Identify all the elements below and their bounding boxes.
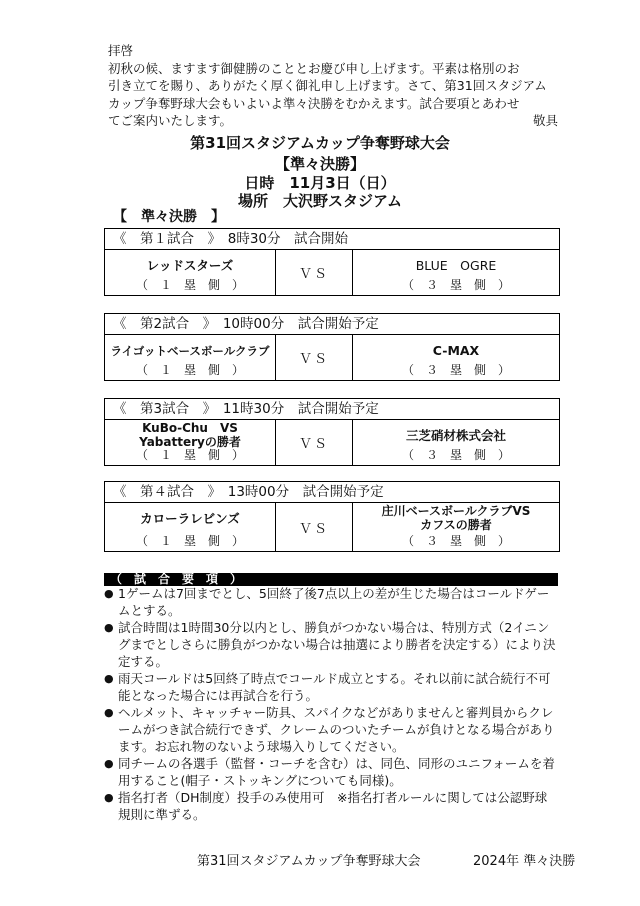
home-team-name: カローラレビンズ [140, 511, 240, 526]
away-team-name-line1: 庄川ベースボールクラブVS [381, 504, 531, 518]
home-team-cell [105, 335, 276, 380]
home-team-cell [105, 420, 276, 465]
greeting-line: てご案内いたします。 [108, 113, 233, 128]
match-header: 《 第3試合 》 11時30分 試合開始予定 [105, 399, 559, 420]
bullet-icon: ● [104, 791, 114, 804]
bullet-icon: ● [104, 757, 114, 770]
rule-text: 雨天コールドは5回終了時点でコールド成立とする。それ以前に試合続行不可能となった場合には再試合を行う。 [118, 671, 551, 703]
match-card-4 [104, 481, 560, 552]
away-team-cell [353, 250, 559, 295]
vs-label: ＶＳ [276, 420, 353, 465]
rule-text: 指名打者（DH制度）投手のみ使用可 ※指名打者ルールに関しては公認野球規則に準ずる。 [118, 790, 548, 822]
rules-title-bar: （ 試 合 要 項 ） [104, 573, 558, 586]
rule-text: 試合時間は1時間30分以内とし、勝負がつかない場合は、特別方式（2イニングまでとしさらに勝負がつかない場合は抽選により勝者を決定する）により決定する。 [118, 620, 556, 669]
rules-list [104, 585, 558, 823]
away-base-side: （ ３ 塁 側 ） [401, 534, 510, 548]
bullet-icon: ● [104, 672, 114, 685]
greeting-line: 初秋の候、ますます御健勝のこととお慶び申し上げます。平素は格別のお [108, 60, 520, 76]
home-team-name: ライゴットベースボールクラブ [110, 344, 270, 358]
home-base-side: （ １ 塁 側 ） [135, 534, 244, 548]
away-team-name-line2: カフスの勝者 [420, 518, 492, 532]
round-title: 【準々決勝】 [274, 155, 365, 173]
away-base-side: （ ３ 塁 側 ） [401, 448, 510, 462]
section-label: 【 準々決勝 】 [113, 209, 225, 225]
away-team-name: C-MAX [432, 343, 480, 358]
rule-text: 1ゲームは7回までとし、5回終了後7点以上の差が生じた場合はコールドゲームとする。 [118, 586, 550, 618]
date-line: 日時 11月3日（日） [244, 174, 396, 192]
match-card-2 [104, 313, 560, 381]
rule-text: 同チームの各選手（監督・コーチを含む）は、同色、同形のユニフォームを着用すること(帽子・ストッキングについても同様)。 [118, 756, 555, 788]
bullet-icon: ● [104, 706, 114, 719]
tournament-title: 第31回スタジアムカップ争奪野球大会 [190, 134, 450, 152]
match-header: 《 第１試合 》 8時30分 試合開始 [105, 229, 559, 250]
vs-label: ＶＳ [276, 335, 353, 380]
match-header: 《 第2試合 》 10時00分 試合開始予定 [105, 314, 559, 335]
away-base-side: （ ３ 塁 側 ） [401, 278, 510, 292]
rule-text: ヘルメット、キャッチャー防具、スパイクなどがありませんと審判員からクレームがつき試合続行できず、クレームのついたチームが負けとなる場合があります。お忘れ物のないよう球場入りしてください。 [118, 705, 555, 754]
greeting-closing: 敬具 [532, 113, 558, 128]
match-card-3 [104, 398, 560, 466]
away-team-name: 三芝硝材株式会社 [405, 428, 506, 443]
home-base-side: （ １ 塁 側 ） [135, 278, 244, 292]
away-team-cell [353, 503, 559, 551]
match-header: 《 第４試合 》 13時00分 試合開始予定 [105, 482, 559, 503]
vs-label: ＶＳ [276, 503, 353, 551]
away-team-cell [353, 420, 559, 465]
home-team-cell [105, 503, 276, 551]
venue-line: 場所 大沢野スタジアム [238, 192, 402, 210]
home-team-name: レッドスターズ [146, 258, 234, 273]
home-base-side: （ １ 塁 側 ） [135, 363, 244, 377]
greeting-line: カップ争奪野球大会もいよいよ準々決勝をむかえます。試合要項とあわせ [108, 95, 520, 111]
away-team-name: BLUE OGRE [415, 258, 497, 273]
away-base-side: （ ３ 塁 側 ） [401, 363, 510, 377]
rule-item [104, 704, 558, 755]
rule-item [104, 789, 558, 823]
greeting-letter [108, 42, 558, 130]
greeting-line: 引き立てを賜り、ありがたく厚く御礼申し上げます。さて、第31回スタジアム [108, 78, 547, 93]
match-card-1 [104, 228, 560, 296]
footer-tournament: 第31回スタジアムカップ争奪野球大会 [197, 854, 421, 869]
bullet-icon: ● [104, 621, 114, 634]
rule-item [104, 755, 558, 789]
rule-item [104, 585, 558, 619]
footer-round: 2024年 準々決勝 [473, 854, 576, 869]
bullet-icon: ● [104, 587, 114, 600]
rule-item [104, 670, 558, 704]
rule-item [104, 619, 558, 670]
home-team-name-line2: Yabatteryの勝者 [139, 435, 241, 449]
away-team-cell [353, 335, 559, 380]
home-team-cell [105, 250, 276, 295]
greeting-line: 拝啓 [108, 43, 134, 58]
home-team-name-line1: KuBo-Chu VS [142, 421, 238, 435]
vs-label: ＶＳ [276, 250, 353, 295]
home-base-side: （ １ 塁 側 ） [135, 448, 244, 462]
